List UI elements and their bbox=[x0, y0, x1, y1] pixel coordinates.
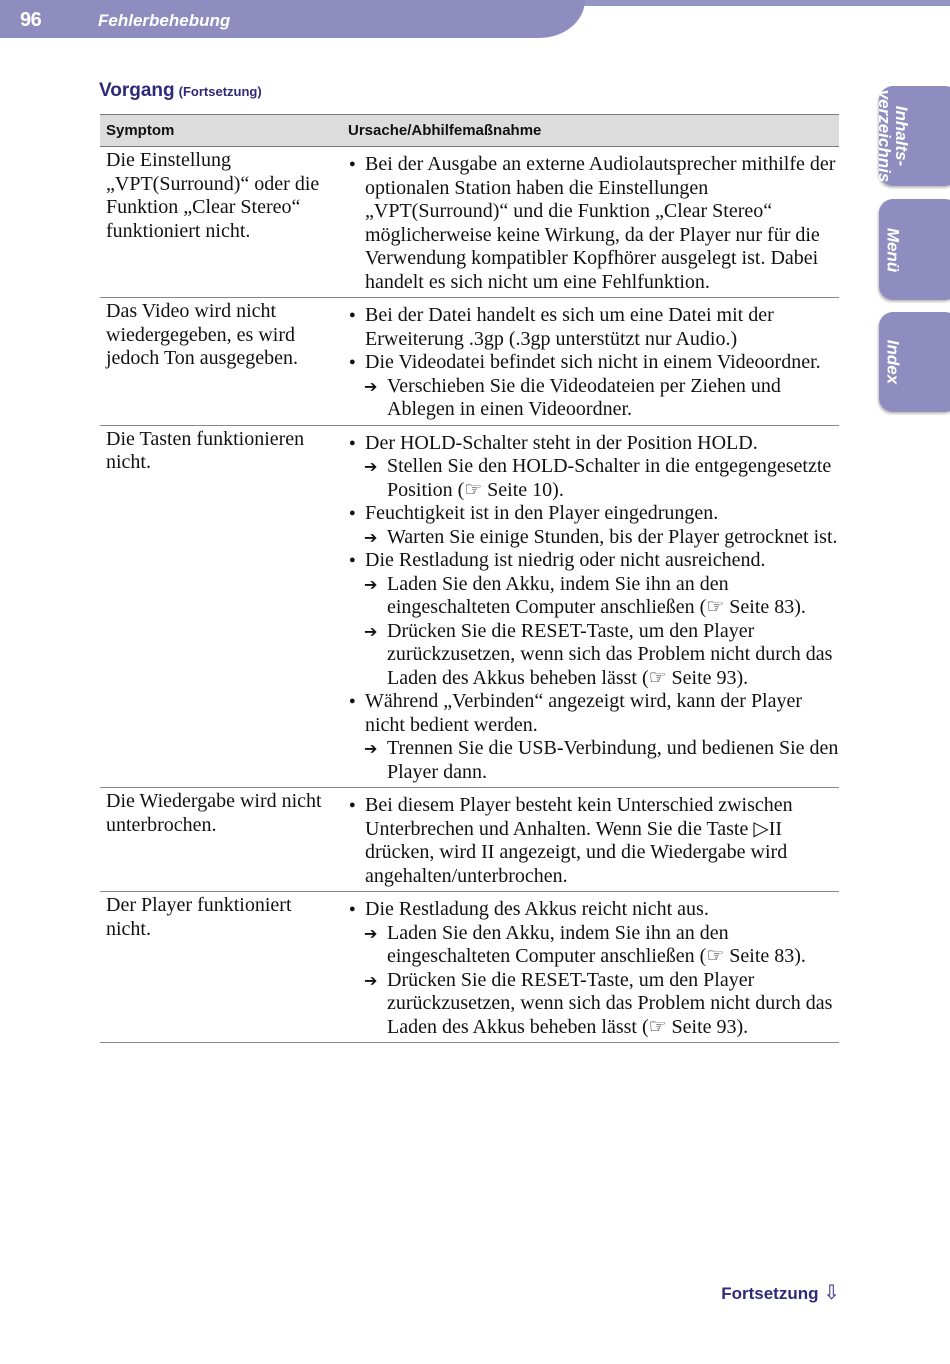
arrow-icon: ➔ bbox=[364, 457, 378, 476]
remedy-step-text[interactable]: Laden Sie den Akku, indem Sie ihn an den eingeschalteten Computer anschließen (☞ Seite 83). bbox=[387, 921, 806, 967]
cause-bullet: ● Die Restladung des Akkus reicht nicht aus. bbox=[348, 898, 839, 922]
cause-bullet: ● Feuchtigkeit ist in den Player eingedrungen. bbox=[348, 502, 839, 526]
arrow-icon: ➔ bbox=[364, 621, 378, 641]
header-tab bbox=[0, 0, 585, 38]
remedy-step bbox=[348, 969, 839, 1040]
remedy-step-text[interactable]: Stellen Sie den HOLD-Schalter in die entgegengesetzte Position (☞ Seite 10). bbox=[387, 455, 832, 501]
arrow-icon: ➔ bbox=[364, 574, 378, 594]
remedy-step bbox=[348, 455, 839, 502]
remedy-cell bbox=[348, 892, 839, 1042]
column-header-symptom: Symptom bbox=[106, 122, 175, 139]
remedy-cell bbox=[348, 147, 839, 297]
arrow-icon: ➔ bbox=[364, 739, 378, 758]
arrow-icon: ➔ bbox=[364, 376, 378, 396]
remedy-step bbox=[348, 620, 839, 691]
table-header bbox=[100, 114, 839, 147]
table-row bbox=[100, 892, 839, 1043]
remedy-step bbox=[348, 526, 839, 550]
section-subtitle: (Fortsetzung) bbox=[178, 84, 262, 99]
page-number: 96 bbox=[20, 9, 42, 31]
remedy-step-text[interactable]: Laden Sie den Akku, indem Sie ihn an den eingeschalteten Computer anschließen (☞ Seite 83). bbox=[387, 572, 806, 618]
continue-label: Fortsetzung bbox=[721, 1284, 819, 1303]
troubleshooting-table bbox=[100, 114, 839, 1043]
remedy-cell bbox=[348, 426, 839, 788]
remedy-step-text: Warten Sie einige Stunden, bis der Player getrocknet ist. bbox=[387, 525, 838, 548]
arrow-icon: ➔ bbox=[364, 923, 378, 943]
symptom-cell: Die Wiedergabe wird nicht unterbrochen. bbox=[106, 790, 322, 836]
tab-table-of-contents[interactable]: Inhalts- verzeichnis bbox=[879, 86, 950, 186]
table-row bbox=[100, 147, 839, 298]
tab-menu[interactable]: Menü bbox=[879, 199, 950, 300]
remedy-step bbox=[348, 922, 839, 969]
remedy-step bbox=[348, 375, 839, 422]
table-row bbox=[100, 298, 839, 426]
remedy-step bbox=[348, 573, 839, 620]
down-arrow-icon: ⇩ bbox=[823, 1280, 840, 1304]
symptom-cell: Der Player funktioniert nicht. bbox=[106, 894, 292, 940]
cause-bullet: ● Bei diesem Player besteht kein Unterschied zwischen Unterbrechen und Anhalten. Wenn Sie die Taste ▷II drücken, wird II angezeigt, und die Wiedergabe wird angehalten/unterbrochen. bbox=[348, 794, 839, 888]
cause-bullet: ● Der HOLD-Schalter steht in der Position HOLD. bbox=[348, 432, 839, 456]
table-row bbox=[100, 788, 839, 892]
arrow-icon: ➔ bbox=[364, 970, 378, 990]
section-title bbox=[99, 80, 262, 102]
chapter-title: Fehlerbehebung bbox=[98, 11, 231, 30]
section-title-main: Vorgang bbox=[99, 80, 175, 101]
remedy-cell bbox=[348, 788, 839, 891]
cause-bullet: ● Bei der Ausgabe an externe Audiolautsprecher mithilfe der optionalen Station haben die Einstellungen „VPT(Surround)“ und die Funktion „Clear Stereo“ möglicherweise keine Wirkung, da der Player nur für die Verwendung kompatibler Kopfhörer ausgelegt ist. Dabei handelt es sich nicht um eine Fehlfunktion. bbox=[348, 153, 839, 294]
cause-bullet: ● Während „Verbinden“ angezeigt wird, kann der Player nicht bedient werden. bbox=[348, 690, 839, 737]
remedy-step-text: Trennen Sie die USB-Verbindung, und bedienen Sie den Player dann. bbox=[387, 737, 839, 783]
remedy-cell bbox=[348, 298, 839, 425]
cause-bullet: ● Die Restladung ist niedrig oder nicht ausreichend. bbox=[348, 549, 839, 573]
remedy-step-text[interactable]: Drücken Sie die RESET-Taste, um den Player zurückzusetzen, wenn sich das Problem nicht durch das Laden des Akkus beheben lässt (☞ Seite 93). bbox=[387, 619, 833, 689]
remedy-step-text[interactable]: Drücken Sie die RESET-Taste, um den Player zurückzusetzen, wenn sich das Problem nicht durch das Laden des Akkus beheben lässt (☞ Seite 93). bbox=[387, 968, 833, 1038]
table-row bbox=[100, 426, 839, 789]
column-header-remedy: Ursache/Abhilfemaßnahme bbox=[348, 122, 542, 139]
cause-bullet: ● Die Videodatei befindet sich nicht in einem Videoordner. bbox=[348, 351, 839, 375]
arrow-icon: ➔ bbox=[364, 527, 378, 547]
symptom-cell: Die Einstellung „VPT(Surround)“ oder die Funktion „Clear Stereo“ funktioniert nicht. bbox=[106, 149, 320, 242]
symptom-cell: Die Tasten funktionieren nicht. bbox=[106, 427, 305, 473]
remedy-step-text: Verschieben Sie die Videodateien per Ziehen und Ablegen in einen Videoordner. bbox=[387, 374, 781, 420]
continue-link[interactable] bbox=[721, 1280, 840, 1304]
symptom-cell: Das Video wird nicht wiedergegeben, es wird jedoch Ton ausgegeben. bbox=[106, 300, 299, 369]
remedy-step bbox=[348, 737, 839, 784]
tab-index[interactable]: Index bbox=[879, 312, 950, 412]
cause-bullet: ● Bei der Datei handelt es sich um eine Datei mit der Erweiterung .3gp (.3gp unterstützt nur Audio.) bbox=[348, 304, 839, 351]
